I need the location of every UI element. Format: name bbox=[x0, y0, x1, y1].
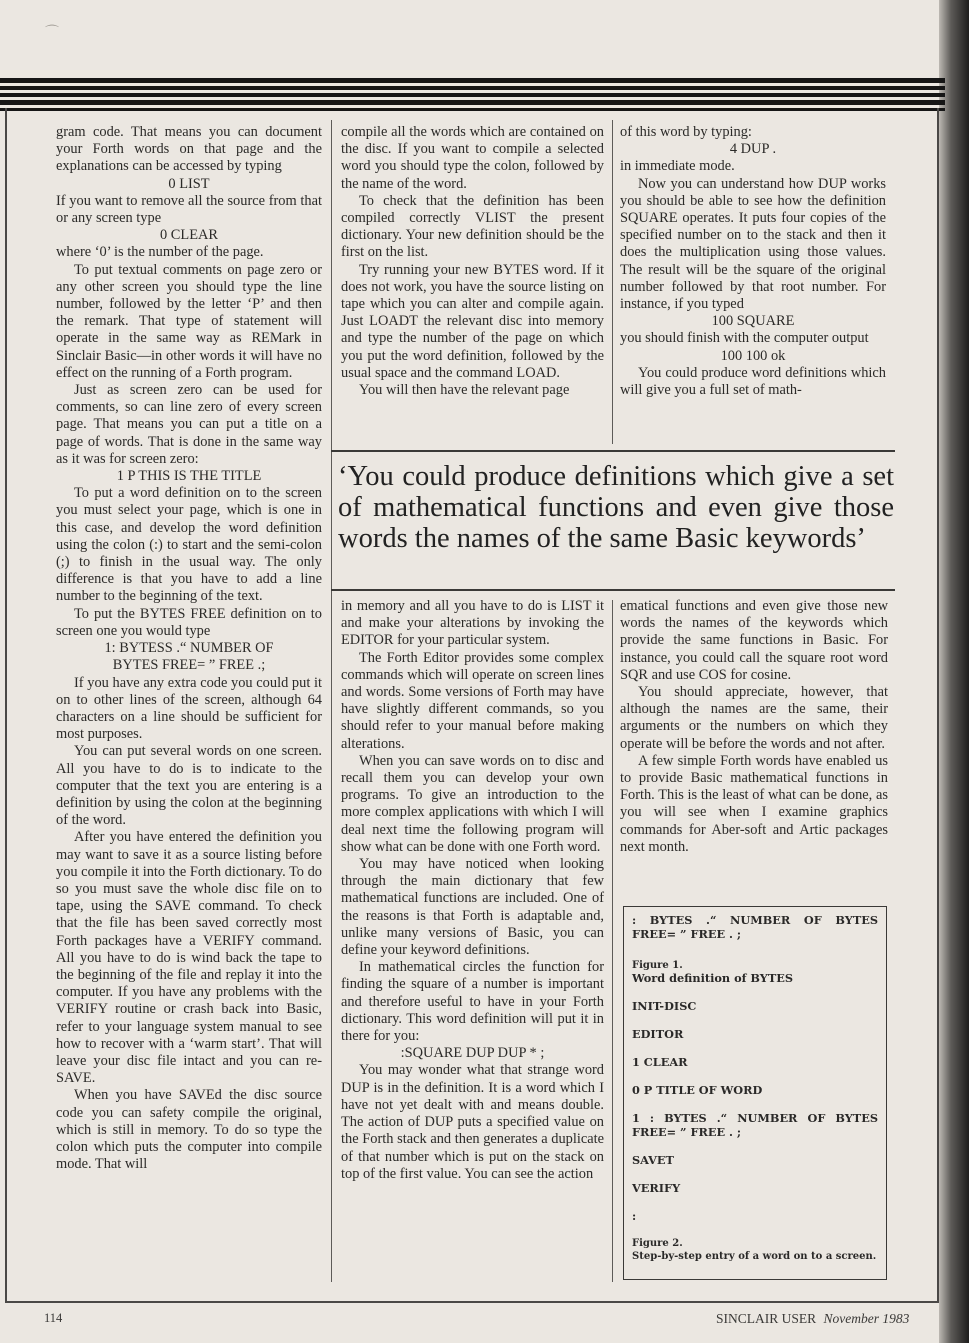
pullquote-rule-top bbox=[331, 450, 895, 452]
paragraph: To put textual comments on page zero or any other screen you should type the line number, followed by the letter ‘P’ and then the remark. That type of statement will operate in the same way as REMark in Sinclair Basic—in other words it will have no effect on the running of a Forth program. bbox=[56, 261, 322, 381]
pullquote-rule-bottom bbox=[331, 589, 895, 591]
paragraph: If you want to remove all the source from that or any screen type bbox=[56, 192, 322, 227]
figure-2-steps-after bbox=[632, 1153, 878, 1223]
code-line: 1 P THIS IS THE TITLE bbox=[116, 468, 262, 485]
figure-step: VERIFY bbox=[632, 1181, 681, 1195]
print-smudge: ⌒ bbox=[45, 26, 59, 41]
code-line: 4 DUP . bbox=[729, 141, 777, 158]
paragraph: If you have any extra code you could put it on to other lines of the screen, although 64 characters on a line should be sufficient for most purposes. bbox=[56, 674, 322, 743]
column-3-bottom bbox=[620, 598, 888, 856]
figure-1-caption: Word definition of BYTES bbox=[632, 971, 793, 985]
code-line: 1: BYTESS .“ NUMBER OF bbox=[104, 640, 274, 657]
code-line: 0 CLEAR bbox=[160, 227, 218, 244]
paragraph: Just as screen zero can be used for comments, so can line zero of every screen page. That means you can put a title on a page of words. That is done in the same way as it was for screen zero: bbox=[56, 382, 322, 467]
figures-box bbox=[623, 906, 887, 1280]
paragraph: You should appreciate, however, that although the names are the same, their arguments or the numbers on which they operate will be before the words and not after. bbox=[620, 684, 888, 752]
footer-date: November 1983 bbox=[823, 1311, 910, 1326]
column-divider-2-top bbox=[612, 120, 613, 444]
paragraph: When you can save words on to disc and recall them you can develop your own programs. To give an introduction to the more complex applications with which I will deal next time the following program will show what can be done with one Forth word. bbox=[341, 752, 604, 855]
paragraph: In mathematical circles the function for finding the square of a number is important and therefore useful to have in your Forth dictionary. This word definition will put it in there for you: bbox=[341, 959, 604, 1045]
paragraph: compile all the words which are contained on the disc. If you want to compile a selected word you should type the colon, followed by the name of the word. bbox=[341, 124, 604, 192]
code-line: BYTES FREE= ” FREE .; bbox=[112, 657, 266, 674]
paragraph: where ‘0’ is the number of the page. bbox=[56, 244, 264, 261]
figure-step: 0 P TITLE OF WORD bbox=[632, 1083, 763, 1097]
column-1 bbox=[56, 124, 322, 1173]
paragraph: You can put several words on one screen. All you have to do is to indicate to the computer that the text you are entering is a definition by using the colon at the beginning of the word. bbox=[56, 743, 322, 829]
figure-1-code-line: : BYTES .“ NUMBER OF BYTES bbox=[632, 913, 878, 927]
column-2-bottom bbox=[341, 598, 604, 1183]
paragraph: A few simple Forth words have enabled us to provide Basic mathematical functions in Forth. This is the least of what can be done, as you will see when I examine graphics commands for Aber-soft and Artic packages next month. bbox=[620, 752, 888, 855]
paragraph: ematical functions and even give those new words the names of the keywords which provide the same functions in Basic. For instance, you could call the square root word SQR and use COS for cosine. bbox=[620, 598, 888, 683]
pull-quote: ‘You could produce definitions which give a set of mathematical functions and even give those words the names of the same Basic keywords’ bbox=[338, 461, 894, 554]
figure-2-label: Figure 2. bbox=[632, 1238, 683, 1249]
code-line: 100 SQUARE bbox=[711, 313, 795, 330]
paragraph: To put the BYTES FREE definition on to screen one you would type bbox=[56, 605, 322, 639]
footer-magazine: SINCLAIR USER bbox=[716, 1311, 817, 1326]
column-divider-2-bottom bbox=[612, 600, 613, 1282]
paragraph: To check that the definition has been compiled correctly VLIST the present dictionary. Your new definition should be the first on the list. bbox=[341, 192, 604, 261]
paragraph: When you have SAVEd the disc source code you can safety compile the original, which is still in memory. To do so type the colon which puts the computer into compile mode. That will bbox=[56, 1087, 322, 1173]
paragraph: in immediate mode. bbox=[620, 158, 735, 175]
figure-step: SAVET bbox=[632, 1153, 674, 1167]
paragraph: of this word by typing: bbox=[620, 124, 752, 140]
column-3-top bbox=[620, 124, 886, 399]
paragraph: You could produce word definitions which will give you a full set of math- bbox=[620, 364, 886, 399]
paragraph: After you have entered the definition you may want to save it as a source listing before you compile it into the Forth dictionary. To do so you must save the whole disc file on to tape, using the SAVE command. To check that the file has been saved correctly most Forth packages have a VERIFY command. All you have to do is wind back the tape to the beginning of the file and replay it into the computer. If you have any problems with the VERIFY routine or crash back into Basic, refer to your language system manual to see how to recover with a ‘warm start’. That will leave your disc file intact and you can re-SAVE. bbox=[56, 829, 322, 1087]
paragraph: you should finish with the computer output bbox=[620, 330, 869, 347]
figure-step: : bbox=[632, 1209, 637, 1223]
figure-2-steps bbox=[632, 999, 878, 1097]
figure-2-code-line: 1 : BYTES .“ NUMBER OF BYTES bbox=[632, 1111, 878, 1125]
column-divider-1 bbox=[331, 120, 332, 1282]
figure-step: INIT-DISC bbox=[632, 999, 697, 1013]
page-edge-shadow bbox=[939, 0, 969, 1343]
footer-credit bbox=[716, 1311, 909, 1327]
code-line: :SQUARE DUP DUP * ; bbox=[400, 1045, 545, 1062]
paragraph: The Forth Editor provides some complex commands which will operate on screen lines and words. Some versions of Forth may have have slightly different commands, so you should refer to your manual before making alterations. bbox=[341, 649, 604, 752]
paragraph: You may wonder what that strange word DUP is in the definition. It is a word which I have not yet dealt with and means double. The action of DUP puts a specified value on the Forth stack and then generates a duplicate of that number which is put on the stack on top of the first value. You can see the action bbox=[341, 1062, 604, 1182]
paragraph: Try running your new BYTES word. If it does not work, you have the source listing on tape which you can alter and compile again. Just LOADT the relevant disc into memory and type the number of the page on which you put the word definition, followed by the usual space and the command LOAD. bbox=[341, 261, 604, 381]
figure-2-code-line: FREE= ” FREE . ; bbox=[632, 1125, 742, 1139]
page-number: 114 bbox=[44, 1311, 63, 1325]
paragraph: gram code. That means you can document your Forth words on that page and the explanations can be accessed by typing bbox=[56, 124, 322, 175]
figure-1-code-line: FREE= ” FREE . ; bbox=[632, 927, 742, 941]
code-line: 0 LIST bbox=[168, 175, 210, 192]
figure-step: 1 CLEAR bbox=[632, 1055, 688, 1069]
figure-1-label: Figure 1. bbox=[632, 960, 683, 971]
paragraph: Now you can understand how DUP works you should be able to see how the definition SQUARE operates. It puts four copies of the specified number on to the stack and then it does the multiplication using those values. The result will be the square of the original number followed by that root number. For instance, if you typed bbox=[620, 175, 886, 313]
paragraph: To put a word definition on to the screen you must select your page, which is one in this case, and develop the word definition using the colon (:) to start and the semi-colon (;) to finish in the usual way. The only difference is that you have to add a line number to the beginning of the text. bbox=[56, 485, 322, 605]
paragraph: You will then have the relevant page bbox=[359, 382, 570, 399]
paragraph: You may have noticed when looking through the main dictionary that few mathematical functions are included. One of the reasons is that Forth is adaptable and, unlike many versions of Basic, you can define your keyword definitions. bbox=[341, 856, 604, 959]
figure-2-caption: Step-by-step entry of a word on to a screen. bbox=[632, 1251, 877, 1262]
paragraph: in memory and all you have to do is LIST it and make your alterations by invoking the EDITOR for your particular system. bbox=[341, 598, 604, 649]
column-2-top bbox=[341, 124, 604, 399]
code-line: 100 100 ok bbox=[720, 347, 786, 364]
figure-step: EDITOR bbox=[632, 1027, 684, 1041]
